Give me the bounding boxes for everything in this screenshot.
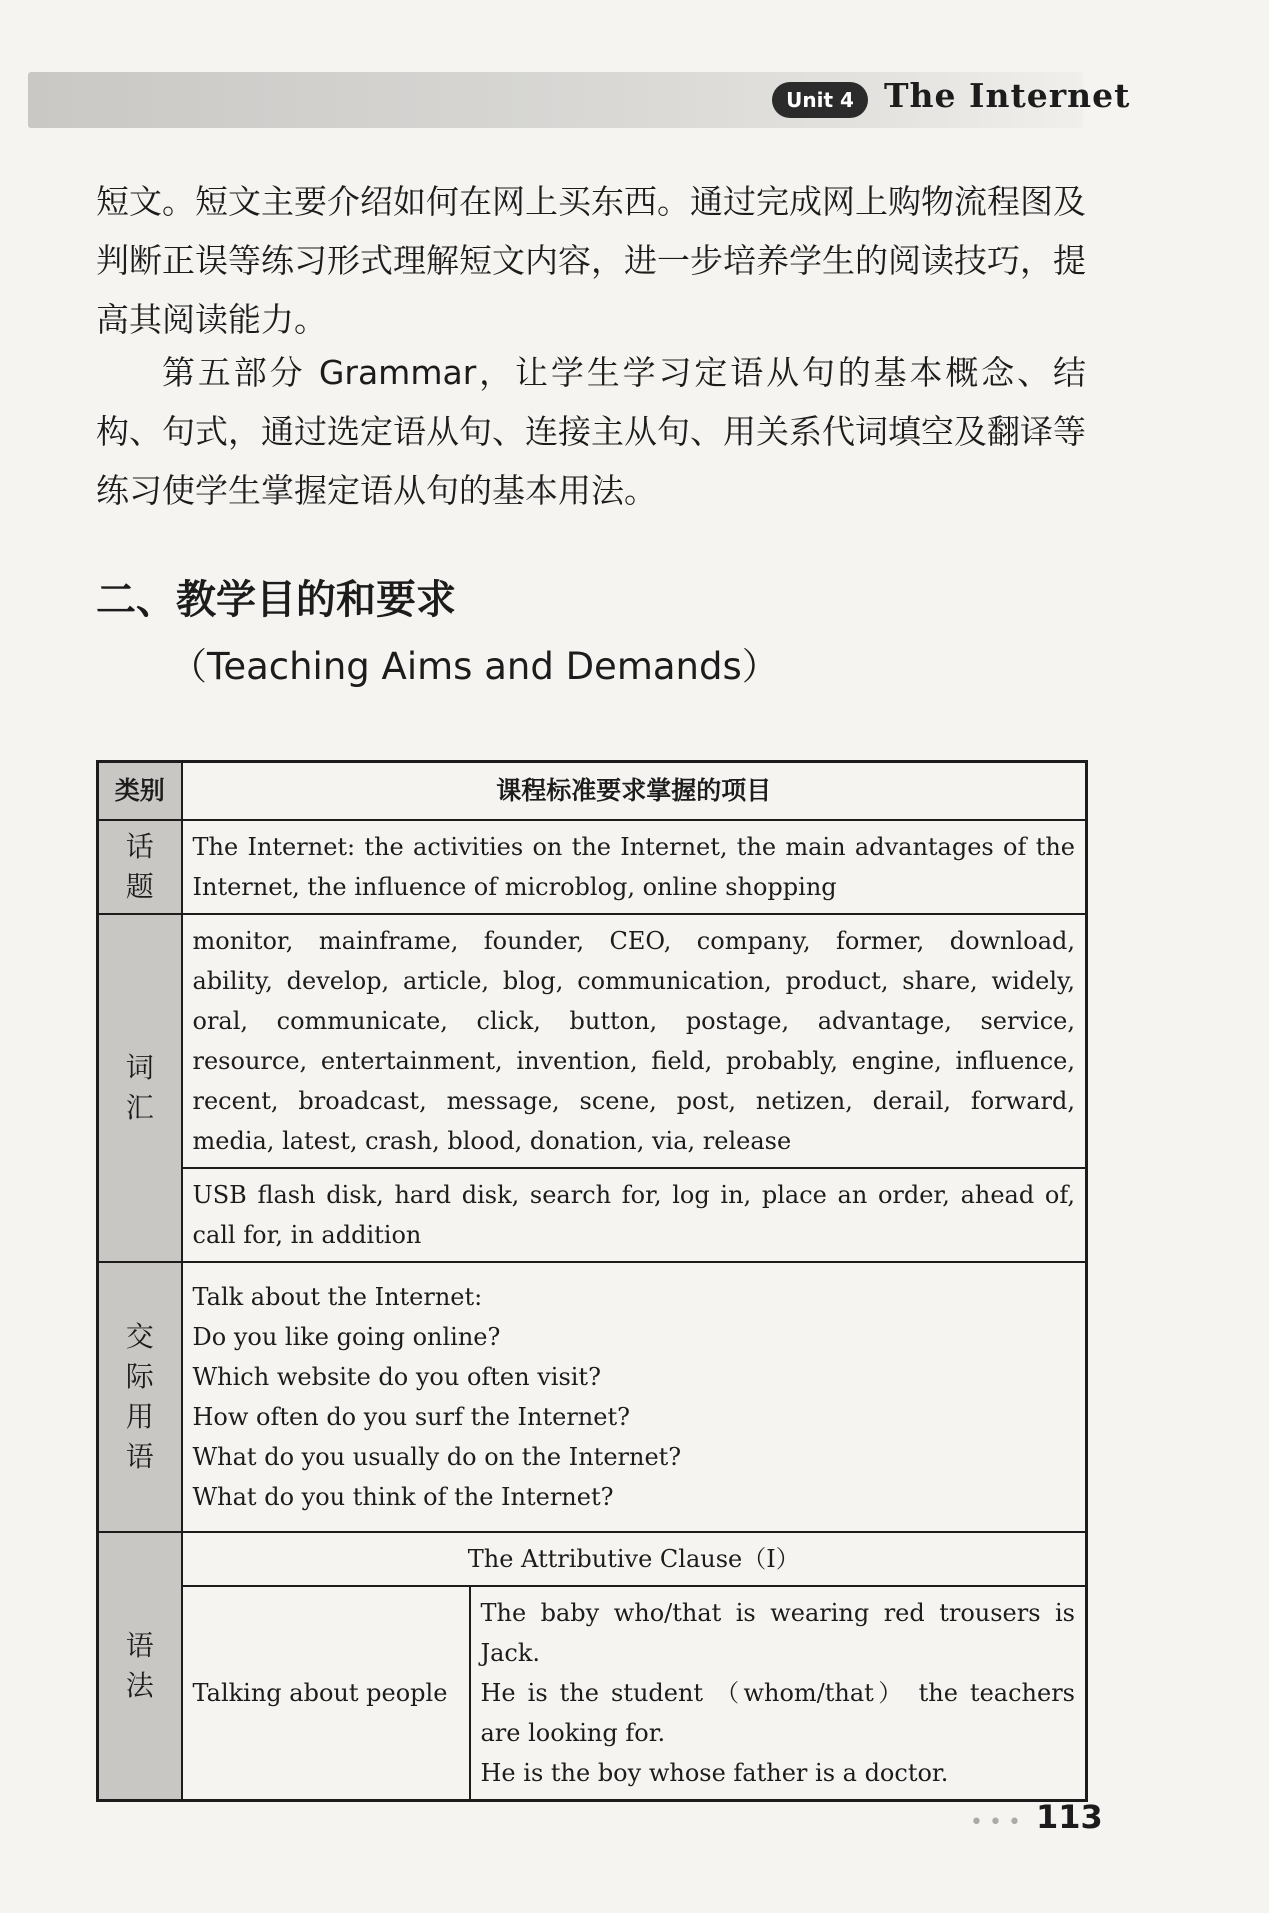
topic-content: The Internet: the activities on the Internet, the main advantages of the Internet, the influence of microblog, online shopping: [182, 820, 1087, 914]
unit-badge: Unit 4: [772, 82, 868, 118]
grammar-title: The Attributive Clause（Ⅰ）: [182, 1532, 1087, 1586]
grammar-example-row: [98, 1586, 1087, 1801]
communication-content: Talk about the Internet: Do you like going online? Which website do you often visit? How often do you surf the Internet? What do you usually do on the Internet? What do you think of the Internet?: [182, 1262, 1087, 1532]
page-dots: •••: [970, 1810, 1027, 1835]
section-heading: 二、教学目的和要求: [96, 577, 456, 623]
paragraph-1: 短文。短文主要介绍如何在网上买东西。通过完成网上购物流程图及判断正误等练习形式理解短文内容，进一步培养学生的阅读技巧，提高其阅读能力。: [96, 182, 1086, 339]
header-category: 类别: [98, 762, 182, 821]
grammar-title-row: [98, 1532, 1087, 1586]
vocabulary-words: monitor, mainframe, founder, CEO, company, former, download, ability, develop, article, blog, communication, product, share, widely, oral, communicate, click, button, postage, advantage, service, resource, entertainment, invention, field, probably, engine, influence, recent, broadcast, message, scene, post, netizen, derail, forward, media, latest, crash, blood, donation, via, release: [182, 914, 1087, 1168]
header-items: 课程标准要求掌握的项目: [182, 762, 1087, 821]
page-number: 113: [1036, 1798, 1103, 1836]
vocabulary-words-row: [98, 914, 1087, 1168]
grammar-label: 语 法: [98, 1532, 182, 1801]
communication-label: 交 际 用 语: [98, 1262, 182, 1532]
grammar-sub-label: Talking about people: [182, 1586, 470, 1801]
section-subheading: （Teaching Aims and Demands）: [170, 645, 779, 688]
vocabulary-phrases: USB flash disk, hard disk, search for, log in, place an order, ahead of, call for, in addition: [182, 1168, 1087, 1262]
topic-row: [98, 820, 1087, 914]
paragraph-2: 第五部分 Grammar，让学生学习定语从句的基本概念、结构、句式，通过选定语从句、连接主从句、用关系代词填空及翻译等练习使学生掌握定语从句的基本用法。: [96, 353, 1086, 510]
vocabulary-label: 词 汇: [98, 914, 182, 1262]
table-header-row: [98, 762, 1087, 821]
aims-table: [96, 760, 1088, 1802]
topic-label: 话 题: [98, 820, 182, 914]
vocabulary-phrases-row: [98, 1168, 1087, 1262]
grammar-examples: The baby who/that is wearing red trousers is Jack. He is the student （whom/that） the teachers are looking for. He is the boy whose father is a doctor.: [470, 1586, 1087, 1801]
unit-title: The Internet: [884, 76, 1131, 115]
communication-row: [98, 1262, 1087, 1532]
